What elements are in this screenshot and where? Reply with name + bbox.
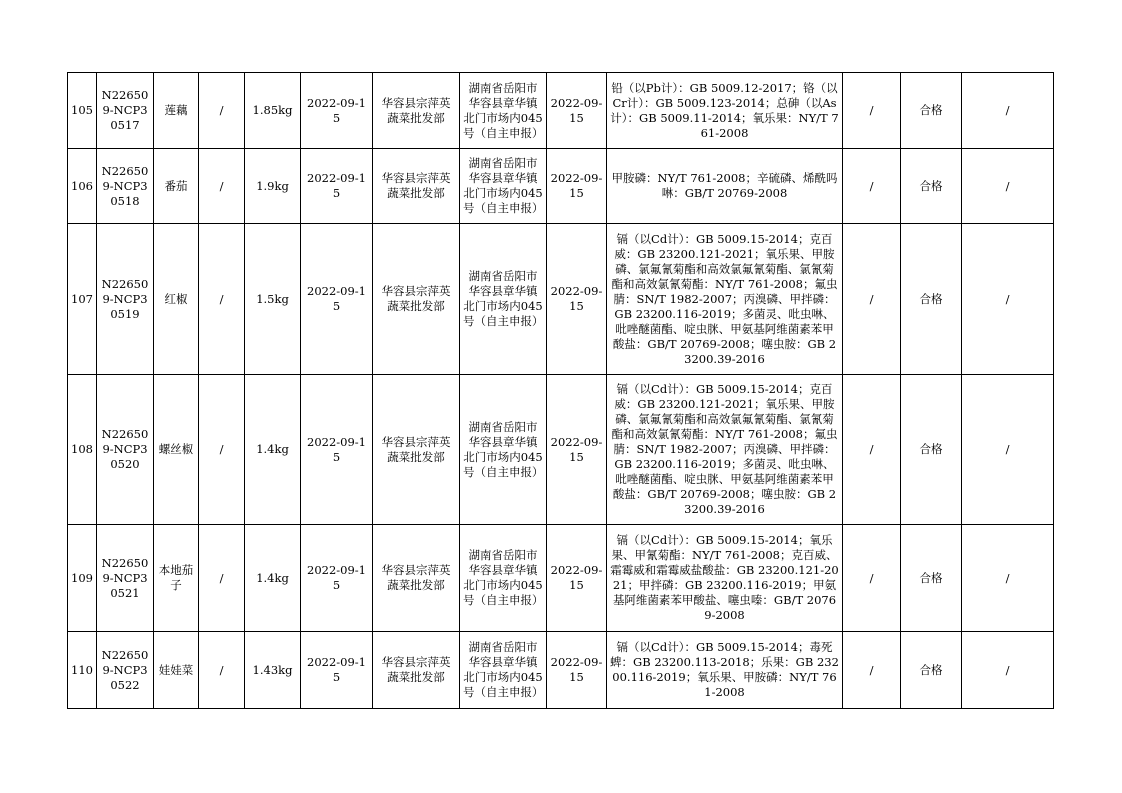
remarks-cell: / — [962, 525, 1054, 632]
sampled-unit-cell: 华容县宗萍英蔬菜批发部 — [373, 632, 460, 709]
sampling-date-cell: 2022-09-15 — [547, 149, 607, 224]
sample-id-cell: N226509-NCP30519 — [97, 224, 154, 375]
sample-id-cell: N226509-NCP30521 — [97, 525, 154, 632]
blank-value-cell: / — [843, 525, 901, 632]
remarks-cell: / — [962, 224, 1054, 375]
sampled-address-cell: 湖南省岳阳市华容县章华镇北门市场内045号（自主申报） — [460, 149, 547, 224]
test-result-cell: 合格 — [901, 375, 962, 525]
production-date-cell: 2022-09-15 — [301, 224, 373, 375]
sample-id-cell: N226509-NCP30517 — [97, 73, 154, 149]
sampled-unit-cell: 华容县宗萍英蔬菜批发部 — [373, 224, 460, 375]
blank-value-cell: / — [843, 224, 901, 375]
production-date-cell: 2022-09-15 — [301, 73, 373, 149]
blank-value-cell: / — [843, 73, 901, 149]
table-row — [68, 525, 1054, 632]
test-items-standard-cell: 镉（以Cd计）：GB 5009.15-2014；毒死蜱：GB 23200.113-2018；乐果：GB 23200.116-2019；氧乐果、甲胺磷：NY/T 761-2008 — [607, 632, 843, 709]
row-number-cell: 110 — [68, 632, 97, 709]
test-items-standard-cell: 镉（以Cd计）：GB 5009.15-2014；克百威：GB 23200.121-2021；氧乐果、甲胺磷、氯氟氰菊酯和高效氯氟氰菊酯、氯氰菊酯和高效氯氰菊酯：NY/T 761-2008；氟虫腈：SN/T 1982-2007；丙溴磷、甲拌磷：GB 23200.116-2019；多菌灵、吡虫啉、吡唑醚菌酯、啶虫脒、甲氨基阿维菌素苯甲酸盐：GB/T 20769-2008；噻虫胺：GB 23200.39-2016 — [607, 375, 843, 525]
sample-name-cell: 红椒 — [154, 224, 199, 375]
remarks-cell: / — [962, 73, 1054, 149]
table-row — [68, 375, 1054, 525]
sampled-address-cell: 湖南省岳阳市华容县章华镇北门市场内045号（自主申报） — [460, 375, 547, 525]
test-result-cell: 合格 — [901, 73, 962, 149]
blank-value-cell: / — [843, 149, 901, 224]
sample-name-cell: 番茄 — [154, 149, 199, 224]
test-result-cell: 合格 — [901, 149, 962, 224]
sampled-address-cell: 湖南省岳阳市华容县章华镇北门市场内045号（自主申报） — [460, 73, 547, 149]
sample-quantity-cell: 1.4kg — [245, 375, 301, 525]
specification-cell: / — [199, 149, 245, 224]
table-row — [68, 73, 1054, 149]
sample-quantity-cell: 1.85kg — [245, 73, 301, 149]
row-number-cell: 106 — [68, 149, 97, 224]
sample-quantity-cell: 1.9kg — [245, 149, 301, 224]
sampled-unit-cell: 华容县宗萍英蔬菜批发部 — [373, 375, 460, 525]
sample-quantity-cell: 1.5kg — [245, 224, 301, 375]
test-items-standard-cell: 镉（以Cd计）：GB 5009.15-2014；氧乐果、甲氰菊酯：NY/T 761-2008；克百威、霜霉威和霜霉威盐酸盐：GB 23200.121-2021；甲拌磷：GB 23200.116-2019；甲氨基阿维菌素苯甲酸盐、噻虫嗪：GB/T 20769-2008 — [607, 525, 843, 632]
sample-id-cell: N226509-NCP30520 — [97, 375, 154, 525]
blank-value-cell: / — [843, 375, 901, 525]
inspection-results-table — [67, 72, 1054, 709]
sample-name-cell: 莲藕 — [154, 73, 199, 149]
specification-cell: / — [199, 73, 245, 149]
sampling-date-cell: 2022-09-15 — [547, 224, 607, 375]
sampling-date-cell: 2022-09-15 — [547, 375, 607, 525]
test-items-standard-cell: 镉（以Cd计）：GB 5009.15-2014；克百威：GB 23200.121-2021；氧乐果、甲胺磷、氯氟氰菊酯和高效氯氟氰菊酯、氯氰菊酯和高效氯氰菊酯：NY/T 761-2008；氟虫腈：SN/T 1982-2007；丙溴磷、甲拌磷：GB 23200.116-2019；多菌灵、吡虫啉、吡唑醚菌酯、啶虫脒、甲氨基阿维菌素苯甲酸盐：GB/T 20769-2008；噻虫胺：GB 23200.39-2016 — [607, 224, 843, 375]
remarks-cell: / — [962, 149, 1054, 224]
production-date-cell: 2022-09-15 — [301, 149, 373, 224]
production-date-cell: 2022-09-15 — [301, 375, 373, 525]
table-row — [68, 149, 1054, 224]
table-body — [68, 73, 1054, 709]
sampled-unit-cell: 华容县宗萍英蔬菜批发部 — [373, 73, 460, 149]
sample-quantity-cell: 1.43kg — [245, 632, 301, 709]
specification-cell: / — [199, 632, 245, 709]
sample-name-cell: 娃娃菜 — [154, 632, 199, 709]
sampled-unit-cell: 华容县宗萍英蔬菜批发部 — [373, 525, 460, 632]
sampling-date-cell: 2022-09-15 — [547, 632, 607, 709]
sample-name-cell: 螺丝椒 — [154, 375, 199, 525]
remarks-cell: / — [962, 375, 1054, 525]
sampling-date-cell: 2022-09-15 — [547, 525, 607, 632]
sample-id-cell: N226509-NCP30522 — [97, 632, 154, 709]
specification-cell: / — [199, 375, 245, 525]
sampling-date-cell: 2022-09-15 — [547, 73, 607, 149]
sample-name-cell: 本地茄子 — [154, 525, 199, 632]
row-number-cell: 107 — [68, 224, 97, 375]
specification-cell: / — [199, 525, 245, 632]
sampled-unit-cell: 华容县宗萍英蔬菜批发部 — [373, 149, 460, 224]
sampled-address-cell: 湖南省岳阳市华容县章华镇北门市场内045号（自主申报） — [460, 525, 547, 632]
row-number-cell: 105 — [68, 73, 97, 149]
sample-id-cell: N226509-NCP30518 — [97, 149, 154, 224]
sampled-address-cell: 湖南省岳阳市华容县章华镇北门市场内045号（自主申报） — [460, 224, 547, 375]
row-number-cell: 109 — [68, 525, 97, 632]
test-result-cell: 合格 — [901, 632, 962, 709]
specification-cell: / — [199, 224, 245, 375]
table-row — [68, 224, 1054, 375]
production-date-cell: 2022-09-15 — [301, 632, 373, 709]
table-row — [68, 632, 1054, 709]
production-date-cell: 2022-09-15 — [301, 525, 373, 632]
test-items-standard-cell: 铅（以Pb计）：GB 5009.12-2017；铬（以Cr计）：GB 5009.123-2014；总砷（以As计）：GB 5009.11-2014；氧乐果：NY/T 761-2008 — [607, 73, 843, 149]
sampled-address-cell: 湖南省岳阳市华容县章华镇北门市场内045号（自主申报） — [460, 632, 547, 709]
sample-quantity-cell: 1.4kg — [245, 525, 301, 632]
blank-value-cell: / — [843, 632, 901, 709]
remarks-cell: / — [962, 632, 1054, 709]
row-number-cell: 108 — [68, 375, 97, 525]
test-items-standard-cell: 甲胺磷：NY/T 761-2008；辛硫磷、烯酰吗啉：GB/T 20769-2008 — [607, 149, 843, 224]
test-result-cell: 合格 — [901, 525, 962, 632]
test-result-cell: 合格 — [901, 224, 962, 375]
